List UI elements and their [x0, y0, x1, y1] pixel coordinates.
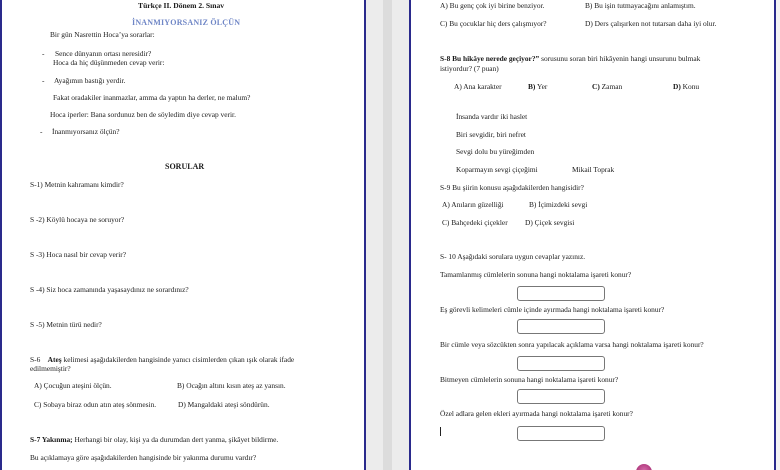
option-a: A) Ana karakter: [454, 82, 502, 91]
option-letter: C): [592, 82, 600, 91]
option-d: D) Mangaldaki ateşi söndürün.: [178, 400, 270, 409]
document-page-left: [0, 0, 366, 470]
questions-heading: SORULAR: [165, 162, 205, 171]
option-d: D) Ders çalışırken not tutarsan daha iyi olur.: [585, 19, 717, 28]
option-a: A) Çocuğun ateşini ölçün.: [34, 381, 112, 390]
option-b: B) Bu işin tutmayacağını anlamıştım.: [585, 1, 696, 10]
poem-author: Mikail Toprak: [572, 165, 615, 174]
poem-line: Koparmayın sevgi çiçeğimi: [456, 165, 538, 174]
option-b: B) İçimizdeki sevgi: [529, 200, 588, 209]
question-s8: [440, 54, 700, 63]
story-line: Hoca iperler: Bana sordunuz ben de söyledim diye cevap verir.: [50, 110, 236, 119]
s10-question: Eş görevli kelimeleri cümle içinde ayırmada hangi noktalama işareti konur?: [440, 305, 665, 314]
s10-question: Özel adlara gelen ekleri ayırmada hangi noktalama işareti konur?: [440, 409, 633, 418]
option-c: C) Bahçedeki çiçekler: [442, 218, 508, 227]
story-intro: Bir gün Nasrettin Hoca’ya sorarlar:: [50, 30, 155, 39]
dialogue-dash: -: [42, 76, 45, 85]
question-s6-cont: edilmemiştir?: [30, 364, 71, 373]
definition: Herhangi bir olay, kişi ya da durumdan dert yanma, şikâyet bildirme.: [74, 435, 279, 444]
exam-title: Türkçe II. Dönem 2. Sınav: [138, 1, 225, 10]
keyword: S-8 Bu hikâye nerede geçiyor?”: [440, 54, 540, 63]
s10-question: Bitmeyen cümlelerin sonuna hangi noktalama işareti konur?: [440, 375, 619, 384]
question-text: sorusunu soran biri hikâyenin hangi unsurunu bulmak: [541, 54, 701, 63]
question-s3: S -3) Hoca nasıl bir cevap verir?: [30, 250, 127, 259]
answer-input[interactable]: [517, 286, 605, 301]
answer-input[interactable]: [517, 426, 605, 441]
question-s7-text: Bu açıklamaya göre aşağıdakilerden hangisinde bir yakınma durumu vardır?: [30, 453, 257, 462]
logo-icon: [636, 464, 652, 470]
option-c: C) Bu çocuklar hiç ders çalışmıyor?: [440, 19, 547, 28]
question-s9: S-9 Bu şiirin konusu aşağıdakilerden hangisidir?: [440, 183, 584, 192]
right-margin: [776, 0, 780, 470]
answer-input[interactable]: [517, 389, 605, 404]
story-line: İnanmıyorsanız ölçün?: [52, 127, 120, 136]
option-a: A) Bu genç çok iyi birine benziyor.: [440, 1, 545, 10]
option-b: [528, 82, 547, 91]
poem-line: Sevgi dolu bu yüreğimden: [456, 147, 535, 156]
poem-line: Biri sevgidir, biri nefret: [456, 130, 526, 139]
question-s7: [30, 435, 278, 444]
keyword: Ateş: [47, 355, 62, 364]
option-d: [673, 82, 699, 91]
question-s6: [30, 355, 294, 364]
document-page-right: [409, 0, 776, 470]
option-text: Yer: [536, 82, 548, 91]
option-letter: B): [528, 82, 536, 91]
question-s5: S -5) Metnin türü nedir?: [30, 320, 102, 329]
question-s8-cont: istiyordur? (7 puan): [440, 64, 499, 73]
question-s2: S -2) Köylü hocaya ne soruyor?: [30, 215, 125, 224]
poem-line: İnsanda vardır iki haslet: [456, 112, 528, 121]
story-line: Hoca da hiç düşünmeden cevap verir:: [53, 58, 165, 67]
option-d: D) Çiçek sevgisi: [525, 218, 575, 227]
question-s1: S-1) Metnin kahramanı kimdir?: [30, 180, 124, 189]
story-line: Sence dünyanın ortası neresidir?: [55, 49, 152, 58]
keyword: S-7 Yakınma;: [30, 435, 73, 444]
option-letter: D): [673, 82, 681, 91]
option-a: A) Anıların güzelliği: [442, 200, 504, 209]
option-b: B) Ocağın altını kısın ateş az yansın.: [177, 381, 286, 390]
gutter-strip: [383, 0, 392, 470]
story-line: Ayağımın bastığı yerdir.: [54, 76, 126, 85]
dialogue-dash: -: [42, 49, 45, 58]
option-text: Zaman: [601, 82, 623, 91]
question-text: kelimesi aşağıdakilerden hangisinde yanıcı cisimlerden çıkan ışık olarak ifade: [63, 355, 295, 364]
answer-input[interactable]: [517, 319, 605, 334]
question-number: S-6: [30, 355, 41, 364]
option-text: Konu: [682, 82, 700, 91]
option-c: C) Sobaya biraz odun atın ateş sönmesin.: [34, 400, 157, 409]
s10-question: Bir cümle veya sözcükten sonra yapılacak açıklama varsa hangi noktalama işareti konur?: [440, 340, 704, 349]
dialogue-dash: -: [40, 127, 43, 136]
story-line: Fakat oradakiler inanmazlar, amma da yaptın ha derler, ne malum?: [53, 93, 251, 102]
question-s4: S -4) Siz hoca zamanında yaşasaydınız ne sorardınız?: [30, 285, 189, 294]
answer-input[interactable]: [517, 356, 605, 371]
question-s10-instruction: S- 10 Aşağıdaki sorulara uygun cevaplar yazınız.: [440, 252, 586, 261]
text-cursor: [440, 427, 441, 436]
option-c: [592, 82, 622, 91]
story-title: İNANMIYORSANIZ ÖLÇÜN: [132, 18, 241, 27]
s10-question: Tamamlanmış cümlelerin sonuna hangi noktalama işareti konur?: [440, 270, 632, 279]
